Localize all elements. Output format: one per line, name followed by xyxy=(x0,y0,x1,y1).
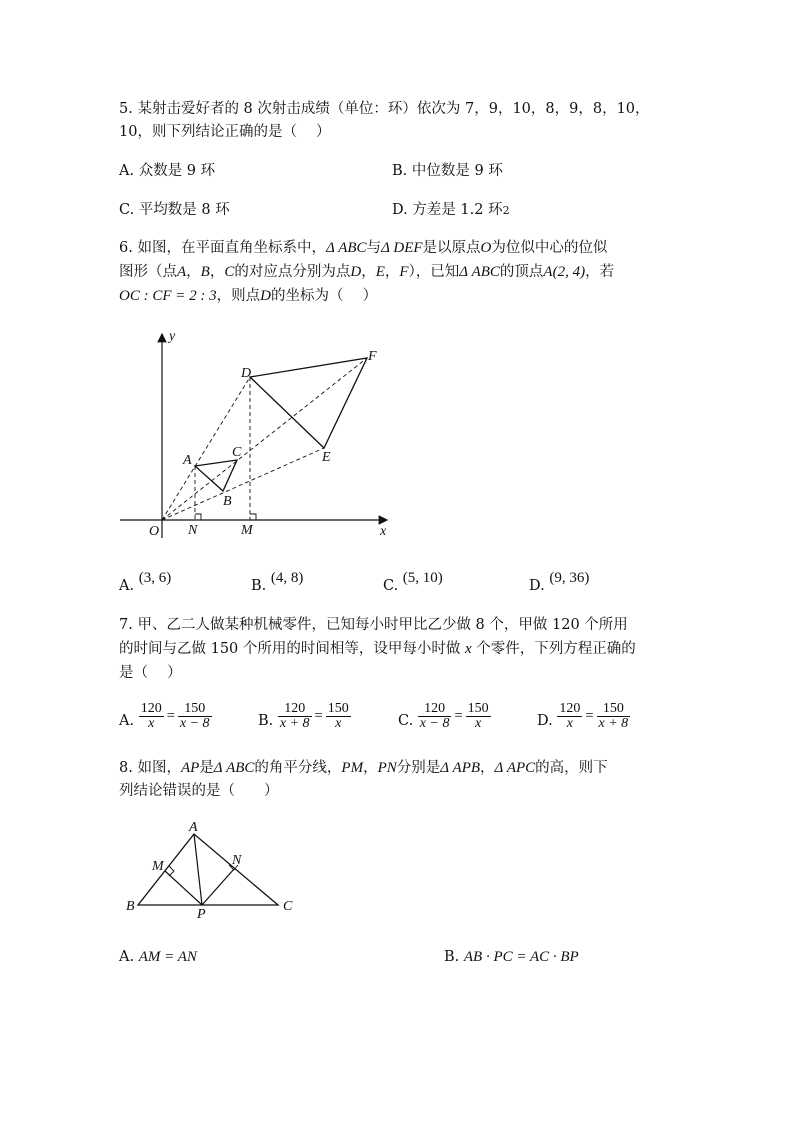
denominator: x + 8 xyxy=(279,716,310,731)
q5-stem-line1: 5. 某射击爱好者的 8 次射击成绩（单位：环）依次为 7，9，10，8，9，8，10， xyxy=(119,101,650,117)
equals-sign: = xyxy=(454,708,463,724)
stem-text: 图形（点 xyxy=(119,264,177,280)
equals-sign: = xyxy=(314,708,323,724)
denominator: x − 8 xyxy=(179,716,210,731)
option-letter: A. xyxy=(119,713,135,729)
math-ratio: OC : CF = 2 : 3 xyxy=(119,288,217,304)
q6-option-d[interactable] xyxy=(529,570,590,596)
q7-stem-line3: 是（ ） xyxy=(119,665,182,681)
question-number: 6. xyxy=(119,240,133,256)
stem-text: ， xyxy=(363,760,378,776)
stem-text: ， xyxy=(186,264,201,280)
math-triangle: Δ ABC xyxy=(213,760,255,776)
math-point: F xyxy=(399,264,409,280)
q8-figure xyxy=(120,818,310,922)
math-segment: PN xyxy=(377,760,397,776)
option-text: (3, 6) xyxy=(138,570,172,586)
math-point: B xyxy=(200,264,210,280)
right-angle-n xyxy=(195,514,201,520)
q7-option-b[interactable] xyxy=(258,702,351,731)
math-point: E xyxy=(375,264,385,280)
math-point-o: O xyxy=(480,240,492,256)
option-letter: A. xyxy=(119,949,135,965)
stem-text: 分别是 xyxy=(396,760,441,776)
equals-sign: = xyxy=(166,708,175,724)
stem-text: ，若 xyxy=(585,264,615,280)
option-letter: A. xyxy=(119,163,135,179)
denominator: x xyxy=(566,716,573,731)
stem-text: ， xyxy=(384,264,400,280)
q6-option-a[interactable] xyxy=(119,570,172,596)
q7-option-d[interactable] xyxy=(537,702,630,731)
option-text: 中位数是 9 环 xyxy=(411,163,503,179)
q6-stem-line3 xyxy=(119,286,377,306)
option-text: AM = AN xyxy=(138,949,197,965)
q6-figure xyxy=(115,326,405,544)
segment-ap xyxy=(194,834,202,905)
stem-text: 与 xyxy=(366,240,382,256)
math-triangle: Δ APC xyxy=(494,760,536,776)
option-letter: C. xyxy=(398,713,414,729)
label-y: y xyxy=(169,329,176,344)
fraction-right xyxy=(597,702,631,731)
q6-stem-line1 xyxy=(119,238,607,258)
option-text: 众数是 9 环 xyxy=(138,163,216,179)
label-x: x xyxy=(380,524,387,539)
denominator: x xyxy=(335,716,342,731)
q6-option-b[interactable] xyxy=(251,570,304,596)
label-b: B xyxy=(126,899,135,914)
option-letter: B. xyxy=(251,578,267,594)
denominator: x xyxy=(148,716,155,731)
option-text: (9, 36) xyxy=(549,570,590,586)
option-letter: B. xyxy=(392,163,408,179)
numerator: 150 xyxy=(178,702,212,717)
q7-option-c[interactable] xyxy=(398,702,491,731)
math-segment: PM xyxy=(341,760,364,776)
label-b: B xyxy=(223,494,232,509)
math-point-a-coord: A(2, 4) xyxy=(543,264,586,280)
q5-option-b[interactable] xyxy=(392,161,503,181)
label-p: P xyxy=(197,907,206,922)
fraction-left xyxy=(418,702,452,731)
label-f: F xyxy=(368,349,377,364)
q7-option-a[interactable] xyxy=(119,702,212,731)
option-letter: A. xyxy=(119,578,135,594)
q7-stem-line2 xyxy=(119,639,636,659)
q7-stem-line1: 7. 甲、乙二人做某种机械零件，已知每小时甲比乙少做 8 个，甲做 120 个所用 xyxy=(119,617,628,633)
label-c: C xyxy=(283,899,293,914)
option-letter: D. xyxy=(392,202,408,218)
label-m: M xyxy=(152,859,164,874)
math-triangle: Δ APB xyxy=(440,760,481,776)
stem-text: 的角平分线， xyxy=(254,760,342,776)
option-text: AB · PC = AC · BP xyxy=(463,949,579,965)
stem-text: ， xyxy=(480,760,495,776)
fraction-left xyxy=(278,702,312,731)
option-letter: B. xyxy=(258,713,274,729)
option-superscript: 2 xyxy=(502,204,510,217)
stem-text: ，则点 xyxy=(216,288,261,304)
fraction-left xyxy=(139,702,164,731)
denominator: x xyxy=(475,716,482,731)
q8-option-a[interactable] xyxy=(119,947,197,967)
q8-stem-line1 xyxy=(119,758,608,778)
option-text: 平均数是 8 环 xyxy=(138,202,230,218)
stem-text: 为位似中心的位似 xyxy=(491,240,608,256)
option-text: 方差是 1.2 环 xyxy=(412,202,503,218)
denominator: x − 8 xyxy=(419,716,450,731)
numerator: 150 xyxy=(467,701,489,716)
stem-text: ， xyxy=(209,264,225,280)
label-a: A xyxy=(189,820,198,835)
math-triangle-abc: Δ ABC xyxy=(325,240,367,256)
segment-pm xyxy=(165,871,202,905)
q5-option-c[interactable] xyxy=(119,200,230,220)
triangle-abc xyxy=(195,460,237,491)
stem-text: 8. 如图， xyxy=(119,760,181,776)
option-letter: D. xyxy=(537,713,553,729)
option-text: (4, 8) xyxy=(270,570,304,586)
stem-text: 的时间与乙做 150 个所用的时间相等，设甲每小时做 xyxy=(119,641,461,657)
equals-sign: = xyxy=(585,708,594,724)
label-c: C xyxy=(232,445,242,460)
option-letter: B. xyxy=(444,949,460,965)
numerator: 150 xyxy=(327,701,349,716)
q6-option-c[interactable] xyxy=(383,570,443,596)
right-angle-m xyxy=(250,514,256,520)
fraction-right xyxy=(466,702,491,731)
label-d: D xyxy=(241,366,252,381)
option-letter: C. xyxy=(383,578,399,594)
numerator: 150 xyxy=(597,702,631,717)
stem-text: 个零件，下列方程正确的 xyxy=(476,641,636,657)
fraction-left xyxy=(557,702,582,731)
math-triangle-def: Δ DEF xyxy=(381,240,423,256)
label-m: M xyxy=(241,523,253,538)
stem-text: 的顶点 xyxy=(499,264,544,280)
math-point: A xyxy=(177,264,187,280)
numerator: 120 xyxy=(418,702,452,717)
stem-text: 的坐标为（ ） xyxy=(270,288,378,304)
label-n: N xyxy=(188,523,198,538)
stem-text: ），已知 xyxy=(408,264,460,280)
denominator: x + 8 xyxy=(598,716,629,731)
label-o: O xyxy=(149,524,160,539)
math-point: D xyxy=(350,264,362,280)
option-letter: D. xyxy=(529,578,545,594)
math-variable-x: x xyxy=(465,641,472,657)
q8-stem-line2: 列结论错误的是（ ） xyxy=(119,783,279,799)
q5-option-d[interactable] xyxy=(392,200,510,221)
label-a: A xyxy=(183,453,192,468)
q6-stem-line2 xyxy=(119,262,614,282)
dashed-ray-of xyxy=(162,358,367,520)
fraction-right xyxy=(326,702,351,731)
option-text: (5, 10) xyxy=(402,570,443,586)
math-point: C xyxy=(224,264,235,280)
fraction-right xyxy=(178,702,212,731)
math-segment: AP xyxy=(180,760,200,776)
stem-text: 的对应点分别为点 xyxy=(234,264,351,280)
stem-text: 的高，则下 xyxy=(535,760,608,776)
stem-text: 如图，在平面直角坐标系中， xyxy=(137,240,326,256)
right-angle-m xyxy=(169,866,174,876)
numerator: 120 xyxy=(140,701,162,716)
label-e: E xyxy=(322,450,331,465)
segment-pn xyxy=(202,869,234,905)
label-n: N xyxy=(232,853,242,868)
numerator: 120 xyxy=(278,702,312,717)
q5-stem-line2: 10，则下列结论正确的是（ ） xyxy=(119,124,331,140)
math-point: D xyxy=(260,288,271,304)
q8-option-b[interactable] xyxy=(444,947,579,967)
math-triangle-abc: Δ ABC xyxy=(459,264,500,280)
numerator: 120 xyxy=(559,701,581,716)
stem-text: ， xyxy=(361,264,376,280)
option-letter: C. xyxy=(119,202,135,218)
q5-option-a[interactable] xyxy=(119,161,215,181)
stem-text: 是以原点 xyxy=(422,240,481,256)
stem-text: 是 xyxy=(199,760,214,776)
